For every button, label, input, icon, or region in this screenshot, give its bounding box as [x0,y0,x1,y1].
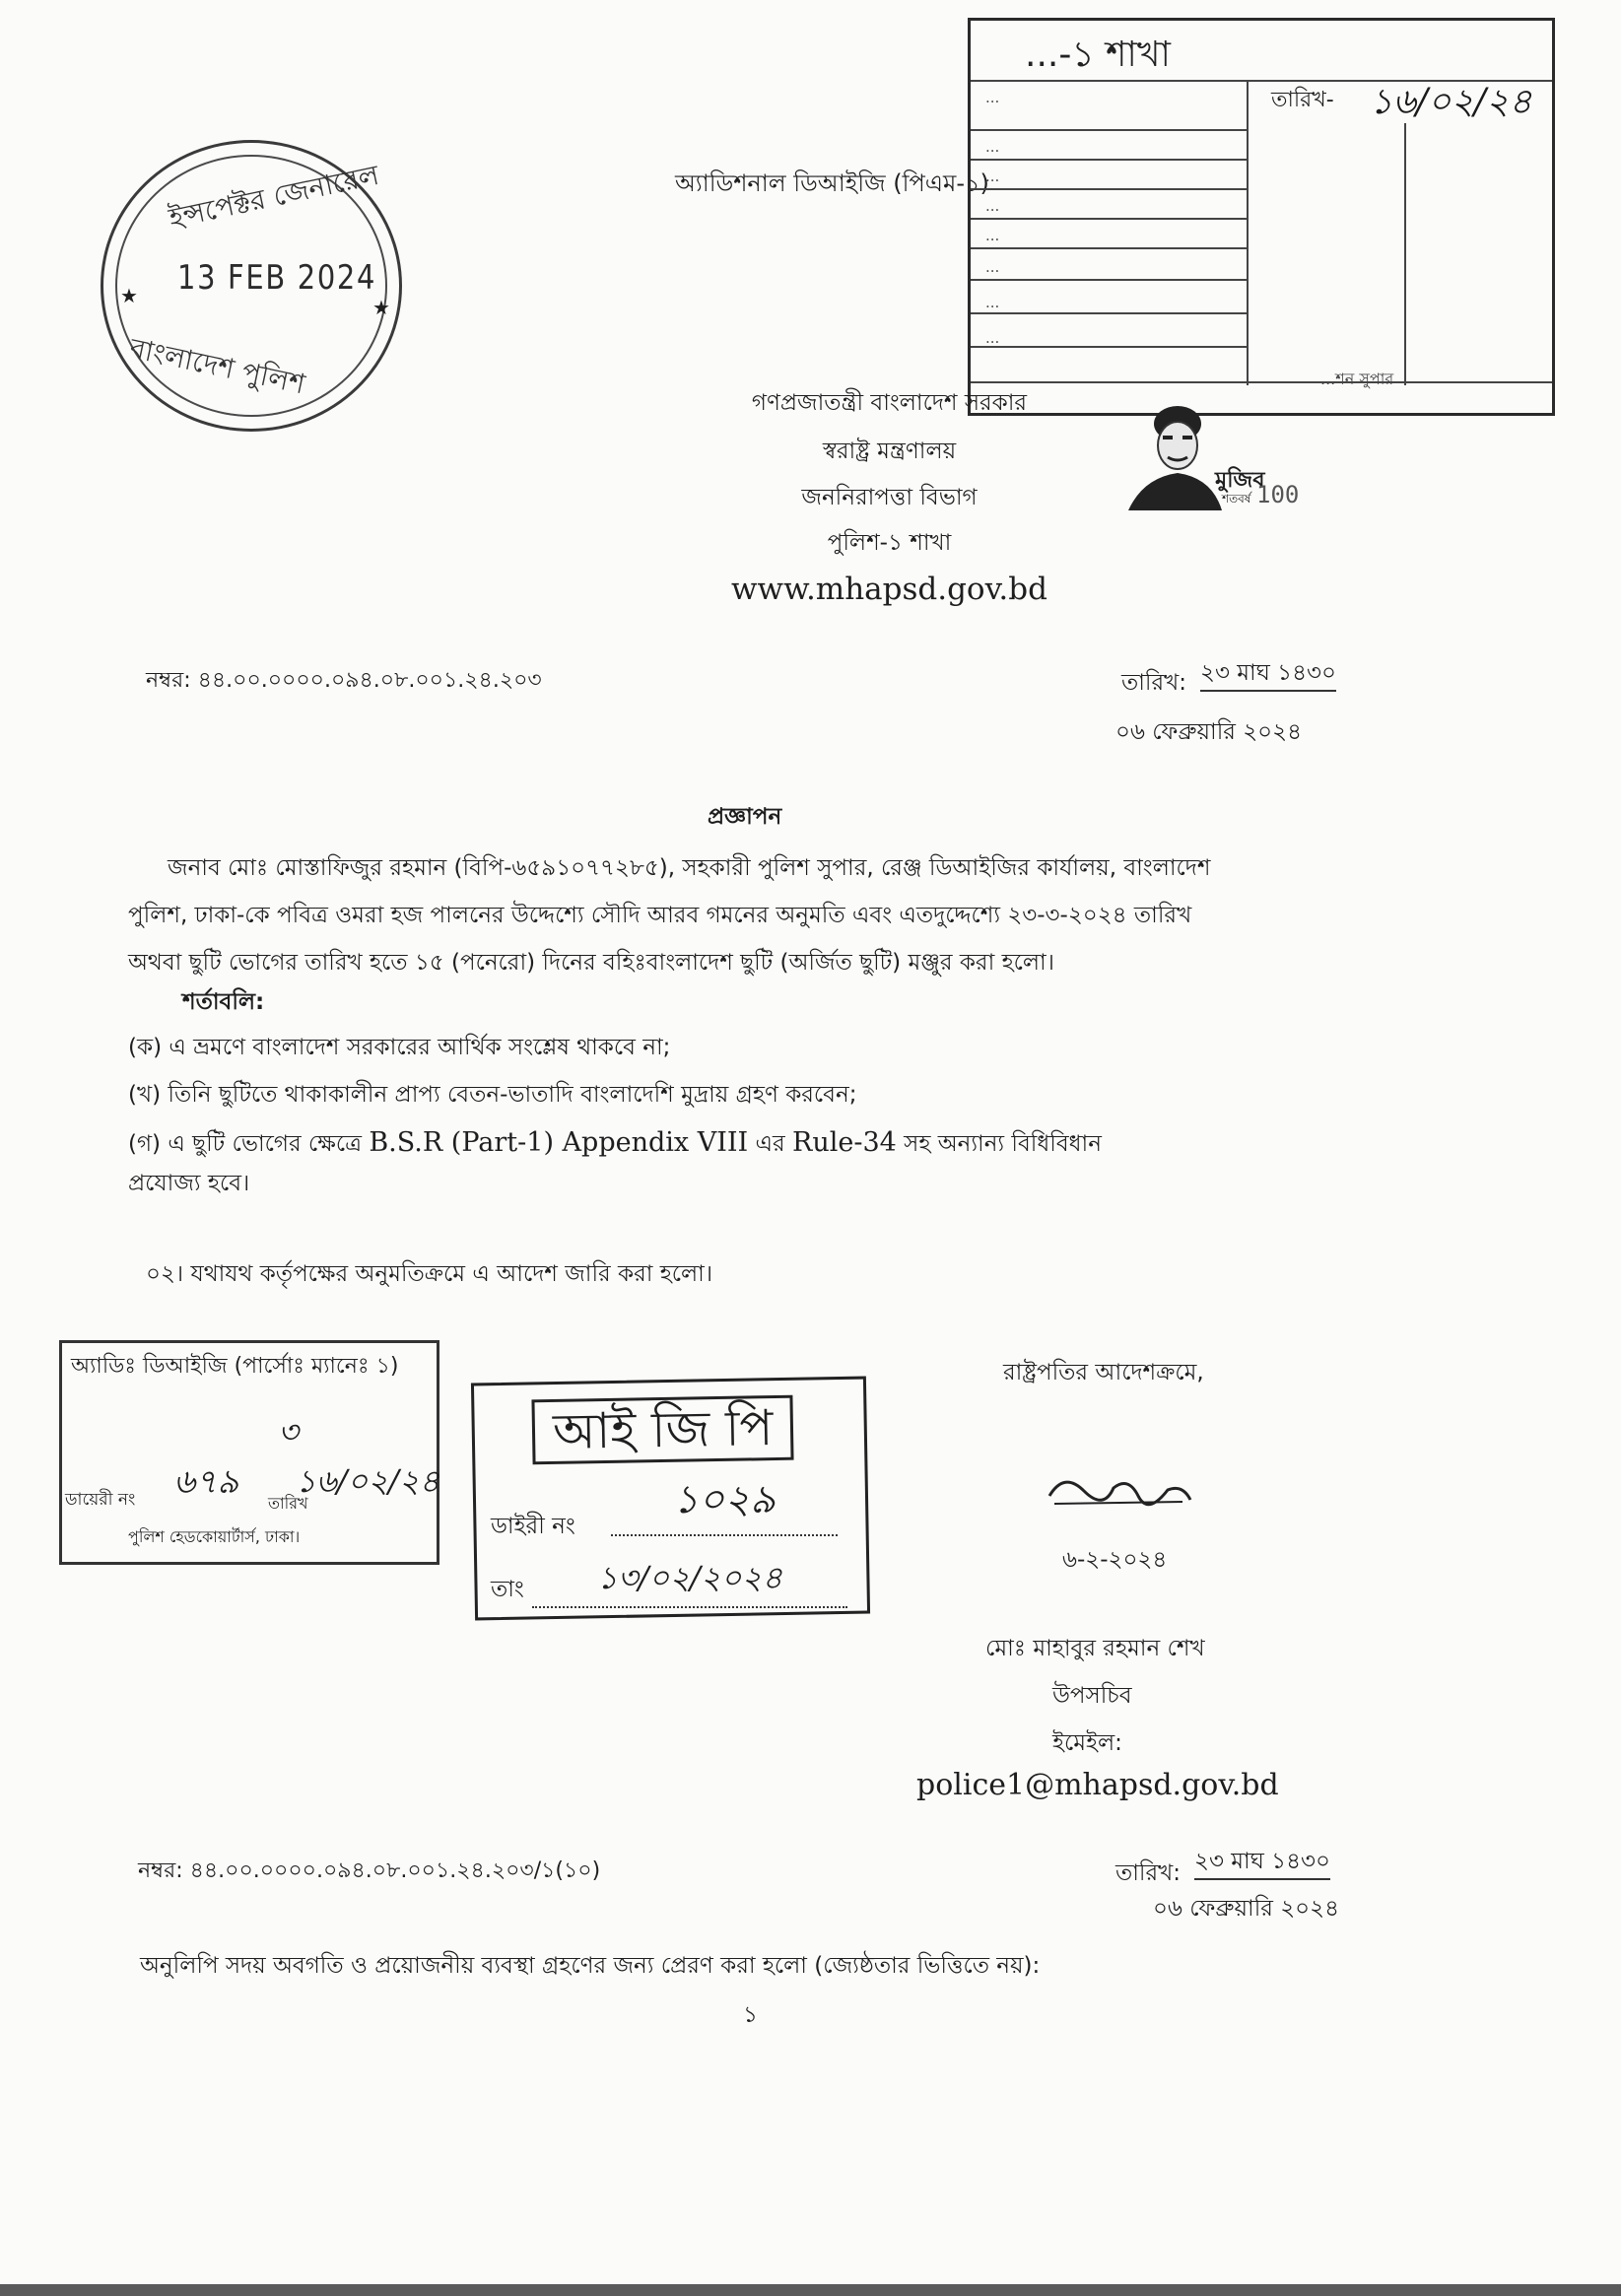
division-name: জননিরাপত্তা বিভাগ [801,485,978,510]
receipt-stamp-row: ... [985,258,1000,276]
condition-c [128,1127,1102,1159]
distribution-note: অনুলিপি সদয় অবগতি ও প্রয়োজনীয় ব্যবস্থা গ্রহণের জন্য প্রেরণ করা হলো (জ্যেষ্ঠতার ভিত্তিতে নয়): [140,1953,1041,1979]
memo-date-english: ০৬ ফেব্রুয়ারি ২০২৪ [1115,719,1303,745]
igp-stamp-diary-value: ১০২৯ [611,1468,838,1536]
addl-dig-stamp-title: অ্যাডিঃ ডিআইজি (পার্সোঃ ম্যানেঃ ১) [71,1354,399,1379]
condition-c-text: সহ অন্যান্য বিধিবিধান [896,1131,1102,1157]
paragraph-02: ০২। যথাযথ কর্তৃপক্ষের অনুমতিক্রমে এ আদেশ জারি করা হলো। [146,1261,713,1287]
bsr-reference: B.S.R (Part-1) Appendix VIII [369,1127,749,1158]
conditions-title: শর্তাবলি: [182,989,265,1015]
receipt-stamp-row: ... [985,294,1000,311]
memo2-number: নম্বর: ৪৪.০০.০০০০.০৯৪.০৮.০০১.২৪.২০৩/১(১০) [138,1858,601,1883]
scan-bottom-edge [0,2284,1621,2296]
memo2-date-bangla: ২৩ মাঘ ১৪৩০ [1194,1849,1330,1880]
addl-dig-stamp-date-label: তারিখ [268,1494,308,1513]
condition-a: (ক) এ ভ্রমণে বাংলাদেশ সরকারের আর্থিক সংশ্লেষ থাকবে না; [128,1035,671,1060]
seal-bottom-text: বাংলাদেশ পুলিশ [126,331,308,401]
memo-number: নম্বর: ৪৪.০০.০০০০.০৯৪.০৮.০০১.২৪.২০৩ [146,668,542,693]
section-name: পুলিশ-১ শাখা [827,530,952,556]
notice-body-line: জনাব মোঃ মোস্তাফিজুর রহমান (বিপি-৬৫৯১০৭৭২৮৫), সহকারী পুলিশ সুপার, রেঞ্জ ডিআইজির কার্যালয়, বাংলাদেশ [168,855,1211,881]
igp-stamp-date-value: ১৩/০২/২০২৪ [532,1553,847,1608]
memo-date-bangla: ২৩ মাঘ ১৪৩০ [1200,660,1336,692]
memo-date-label: তারিখ: [1121,670,1187,696]
emblem-label: মুজিব [1215,468,1265,493]
by-order-of-president: রাষ্ট্রপতির আদেশক্রমে, [1003,1360,1204,1385]
emblem-number: 100 [1256,481,1300,508]
seal-date: 13 FEB 2024 [177,258,377,298]
igp-stamp-diary-label: ডাইরী নং [491,1514,575,1539]
receipt-stamp-title: ...-১ শাখা [1025,34,1171,75]
addl-dig-stamp-diary-label: ডায়েরী নং [65,1490,136,1510]
signature-mark [1045,1466,1192,1516]
signatory-designation: উপসচিব [1052,1683,1132,1709]
receipt-stamp-row: ... [985,197,1000,215]
receipt-stamp-date-label: তারিখ- [1271,88,1334,112]
receipt-stamp-footer: ...শন সুপার [1320,370,1394,388]
recipient: অ্যাডিশনাল ডিআইজি (পিএম-১) [675,169,989,197]
condition-c-text: এর [748,1131,792,1157]
signatory-email[interactable]: police1@mhapsd.gov.bd [916,1768,1279,1802]
receipt-stamp-row: ... [985,329,1000,347]
condition-c-line2: প্রযোজ্য হবে। [128,1171,250,1196]
igp-stamp-date-label: তাং [491,1577,524,1602]
seal-star-icon: ★ [120,284,138,307]
memo2-date-label: তারিখ: [1115,1860,1182,1886]
addl-dig-stamp-date-value: ১৬/০২/২৪ [296,1462,440,1500]
seal-top-text: ইন্সপেক্টর জেনারেল [166,158,382,236]
addl-dig-stamp-diary-value: ৬৭৯ [173,1462,239,1502]
ministry-name: স্বরাষ্ট্র মন্ত্রণালয় [822,439,957,464]
receipt-stamp-row: ... [985,138,1000,156]
notice-body-line: পুলিশ, ঢাকা-কে পবিত্র ওমরা হজ পালনের উদ্দেশ্যে সৌদি আরব গমনের অনুমতি এবং এতদুদ্দেশ্যে ২৩-৩-২০২৪ তারিখ [128,903,1192,928]
notice-body-line: অথবা ছুটি ভোগের তারিখ হতে ১৫ (পনেরো) দিনের বহিঃবাংলাদেশ ছুটি (অর্জিত ছুটি) মঞ্জুর করা হলো। [128,950,1054,976]
emblem-sub: শতবর্ষ [1222,492,1251,506]
website: www.mhapsd.gov.bd [731,572,1047,607]
addl-dig-stamp-footer: পুলিশ হেডকোয়ার্টার্স, ঢাকা। [128,1527,301,1546]
notice-title: প্রজ্ঞাপন [708,804,782,830]
addl-dig-stamp-number: ৩ [278,1413,299,1451]
signatory-name: মোঃ মাহাবুর রহমান শেখ [985,1636,1205,1661]
receipt-stamp-row: ... [985,168,1000,185]
receipt-stamp-row: ... [985,227,1000,244]
receipt-stamp-date: ১৬/০২/২৪ [1370,82,1532,122]
signature-date: ৬-২-২০২৪ [1062,1547,1168,1573]
email-label: ইমেইল: [1052,1730,1122,1756]
rule-reference: Rule-34 [792,1127,897,1158]
condition-b: (খ) তিনি ছুটিতে থাকাকালীন প্রাপ্য বেতন-ভাতাদি বাংলাদেশি মুদ্রায় গ্রহণ করবেন; [128,1082,857,1108]
seal-star-icon: ★ [372,296,390,319]
page-number: ১ [743,2002,758,2028]
govt-name: গণপ্রজাতন্ত্রী বাংলাদেশ সরকার [751,390,1028,416]
receipt-stamp-row: ... [985,89,1000,106]
memo2-date-english: ০৬ ফেব্রুয়ারি ২০২৪ [1153,1896,1340,1922]
igp-stamp-title: আই জি পি [531,1395,794,1465]
condition-c-text: (গ) এ ছুটি ভোগের ক্ষেত্রে [128,1131,370,1157]
